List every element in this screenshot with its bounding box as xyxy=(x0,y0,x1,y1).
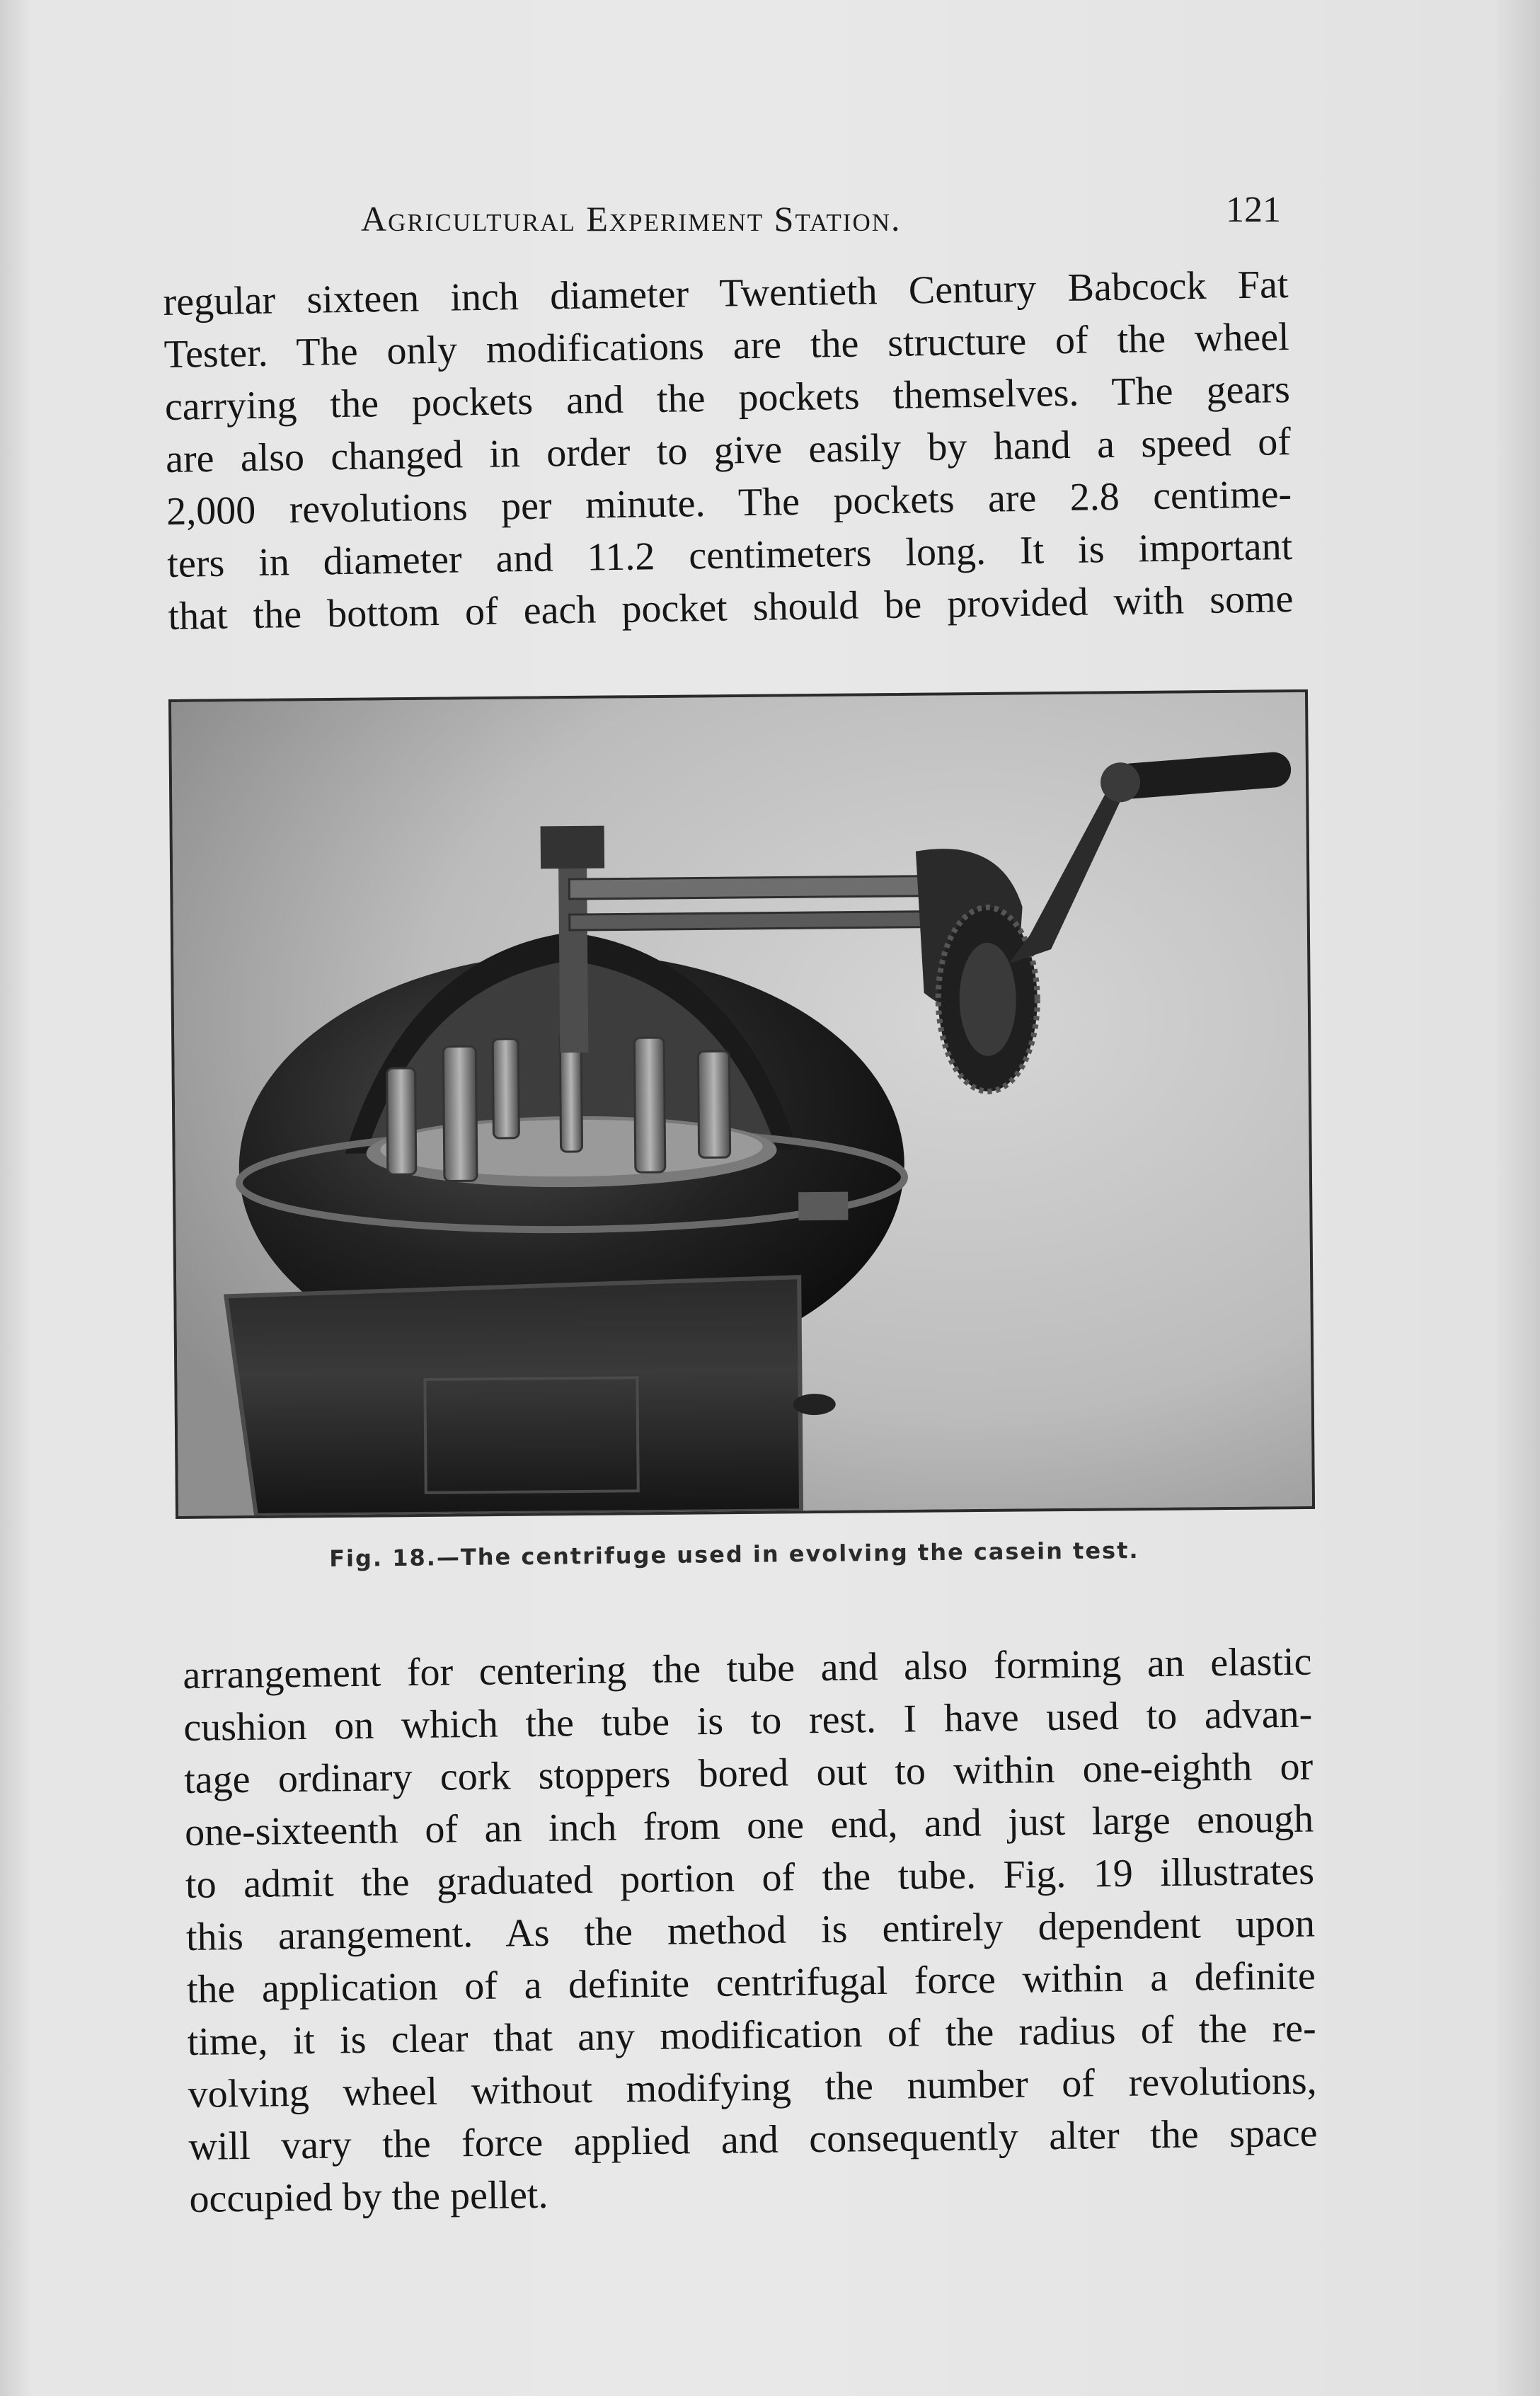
text-line: tage ordinary cork stoppers bored out to within one-eighth or xyxy=(183,1744,1314,1802)
text-line: the application of a definite centrifugal force within a definite xyxy=(186,1954,1316,2012)
text-line: will vary the force applied and consequently alter the space xyxy=(188,2111,1318,2169)
text-line: that the bottom of each pocket should be provided with some xyxy=(168,576,1294,638)
text-line: one-sixteenth of an inch from one end, and just large enough xyxy=(184,1796,1314,1855)
text-line: this arangement. As the method is entirely dependent upon xyxy=(185,1901,1316,1959)
text-line: volving wheel without modifying the number of revolutions, xyxy=(188,2058,1317,2116)
text-line: cushion on which the tube is to rest. I have used to advan- xyxy=(183,1692,1313,1750)
centrifuge-photograph xyxy=(168,689,1315,1519)
text-line: carrying the pockets and the pockets themselves. The gears xyxy=(164,367,1291,429)
figure-caption: Fig. 18.—The centrifuge used in evolving the casein test. xyxy=(329,1537,1139,1572)
text-line: to admit the graduated portion of the tube. Fig. 19 illustrates xyxy=(185,1849,1315,1907)
text-line: arrangement for centering the tube and also forming an elastic xyxy=(183,1639,1312,1697)
text-line: ters in diameter and 11.2 centimeters long. It is important xyxy=(166,524,1293,586)
text-line: occupied by the pellet. xyxy=(189,2172,548,2221)
body-paragraph-bottom xyxy=(183,1636,1318,2225)
text-line: 2,000 revolutions per minute. The pockets are 2.8 centime- xyxy=(166,471,1292,534)
page-number: 121 xyxy=(1226,190,1281,230)
running-title: Agricultural Experiment Station. xyxy=(361,199,902,239)
text-line: time, it is clear that any modification of the radius of the re- xyxy=(187,2006,1317,2064)
text-line: Tester. The only modifications are the structure of the wheel xyxy=(163,315,1290,377)
body-paragraph-top xyxy=(163,258,1294,643)
page-header xyxy=(354,185,1295,242)
text-line: regular sixteen inch diameter Twentieth Century Babcock Fat xyxy=(163,263,1289,324)
text-line: are also changed in order to give easily by hand a speed of xyxy=(165,419,1292,481)
